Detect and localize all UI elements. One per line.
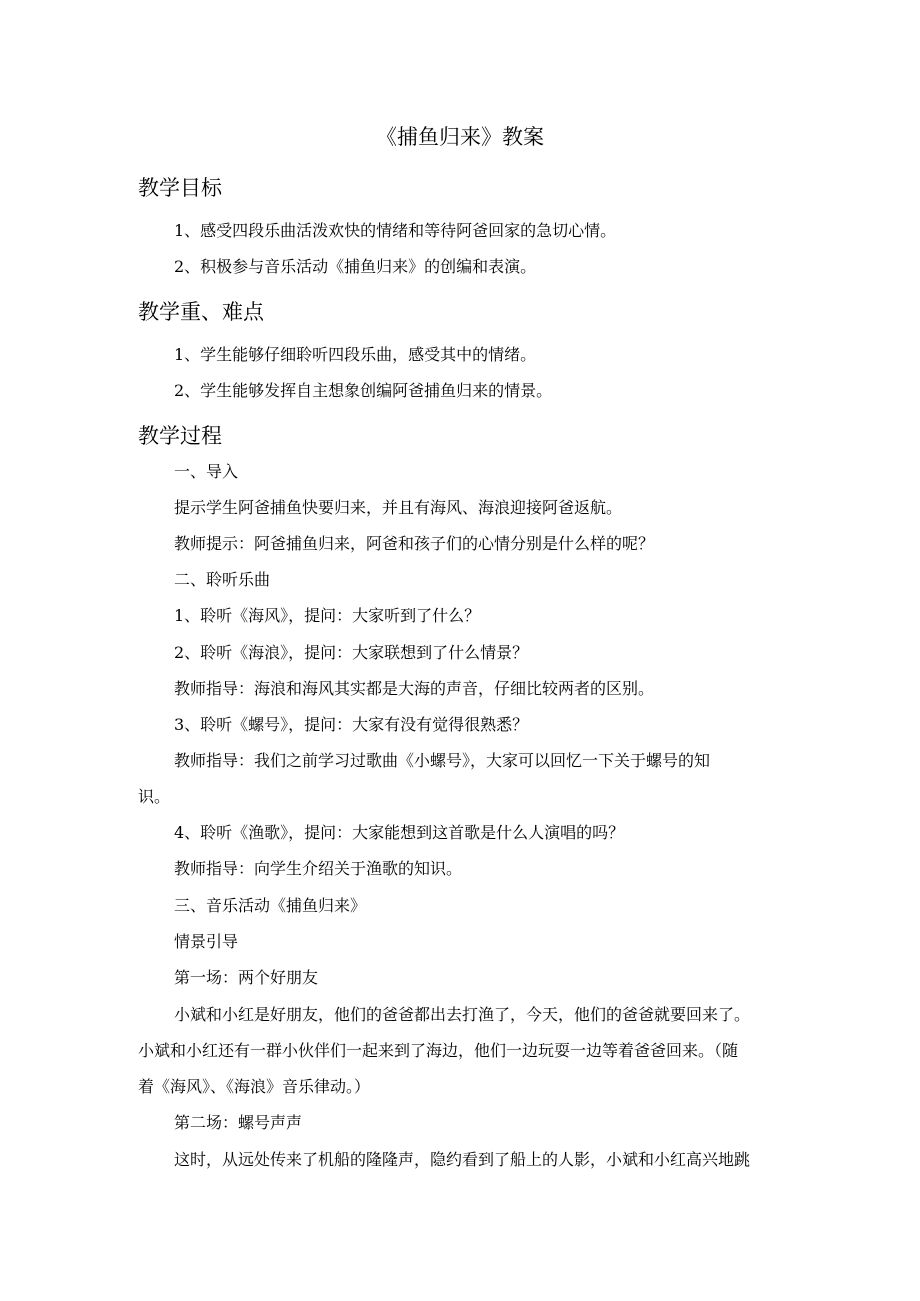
process-paragraph: 小斌和小红是好朋友，他们的爸爸都出去打渔了，今天，他们的爸爸就要回来了。 bbox=[174, 1005, 751, 1024]
process-paragraph: 2、聆听《海浪》，提问：大家联想到了什么情景？ bbox=[174, 643, 529, 662]
section-heading-process: 教学过程 bbox=[138, 424, 222, 448]
process-paragraph: 教师指导：海浪和海风其实都是大海的声音，仔细比较两者的区别。 bbox=[174, 679, 655, 698]
process-subheading-activity: 三、音乐活动《捕鱼归来》 bbox=[174, 896, 367, 915]
process-paragraph: 提示学生阿爸捕鱼快要归来，并且有海风、海浪迎接阿爸返航。 bbox=[174, 498, 623, 517]
goal-item-2: 2、积极参与音乐活动《捕鱼归来》的创编和表演。 bbox=[174, 257, 537, 276]
process-paragraph-continuation: 着《海风》、《海浪》音乐律动。） bbox=[138, 1077, 371, 1096]
process-paragraph: 1、聆听《海风》，提问：大家听到了什么？ bbox=[174, 606, 481, 625]
key-point-item-1: 1、学生能够仔细聆听四段乐曲，感受其中的情绪。 bbox=[174, 345, 537, 364]
process-paragraph-continuation: 识。 bbox=[138, 787, 171, 806]
goal-item-1: 1、感受四段乐曲活泼欢快的情绪和等待阿爸回家的急切心情。 bbox=[174, 221, 617, 240]
process-subheading-listen: 二、聆听乐曲 bbox=[174, 570, 271, 589]
process-paragraph-continuation: 小斌和小红还有一群小伙伴们一起来到了海边，他们一边玩耍一边等着爸爸回来。（随 bbox=[138, 1041, 739, 1060]
process-paragraph: 情景引导 bbox=[174, 932, 239, 951]
section-heading-key-points: 教学重、难点 bbox=[138, 300, 264, 324]
process-scene-title: 第一场：两个好朋友 bbox=[174, 968, 319, 987]
section-heading-goals: 教学目标 bbox=[138, 176, 222, 200]
document-title: 《捕鱼归来》教案 bbox=[376, 125, 544, 149]
process-paragraph: 这时，从远处传来了机船的隆隆声，隐约看到了船上的人影，小斌和小红高兴地跳 bbox=[174, 1150, 751, 1169]
process-paragraph: 教师提示：阿爸捕鱼归来，阿爸和孩子们的心情分别是什么样的呢？ bbox=[174, 534, 655, 553]
process-scene-title: 第二场：螺号声声 bbox=[174, 1113, 303, 1132]
process-paragraph: 4、聆听《渔歌》，提问：大家能想到这首歌是什么人演唱的吗？ bbox=[174, 823, 625, 842]
process-paragraph: 教师指导：我们之前学习过歌曲《小螺号》，大家可以回忆一下关于螺号的知 bbox=[174, 751, 711, 770]
key-point-item-2: 2、学生能够发挥自主想象创编阿爸捕鱼归来的情景。 bbox=[174, 381, 553, 400]
process-paragraph: 3、聆听《螺号》，提问：大家有没有觉得很熟悉？ bbox=[174, 715, 529, 734]
process-subheading-intro: 一、导入 bbox=[174, 462, 239, 481]
process-paragraph: 教师指导：向学生介绍关于渔歌的知识。 bbox=[174, 859, 463, 878]
